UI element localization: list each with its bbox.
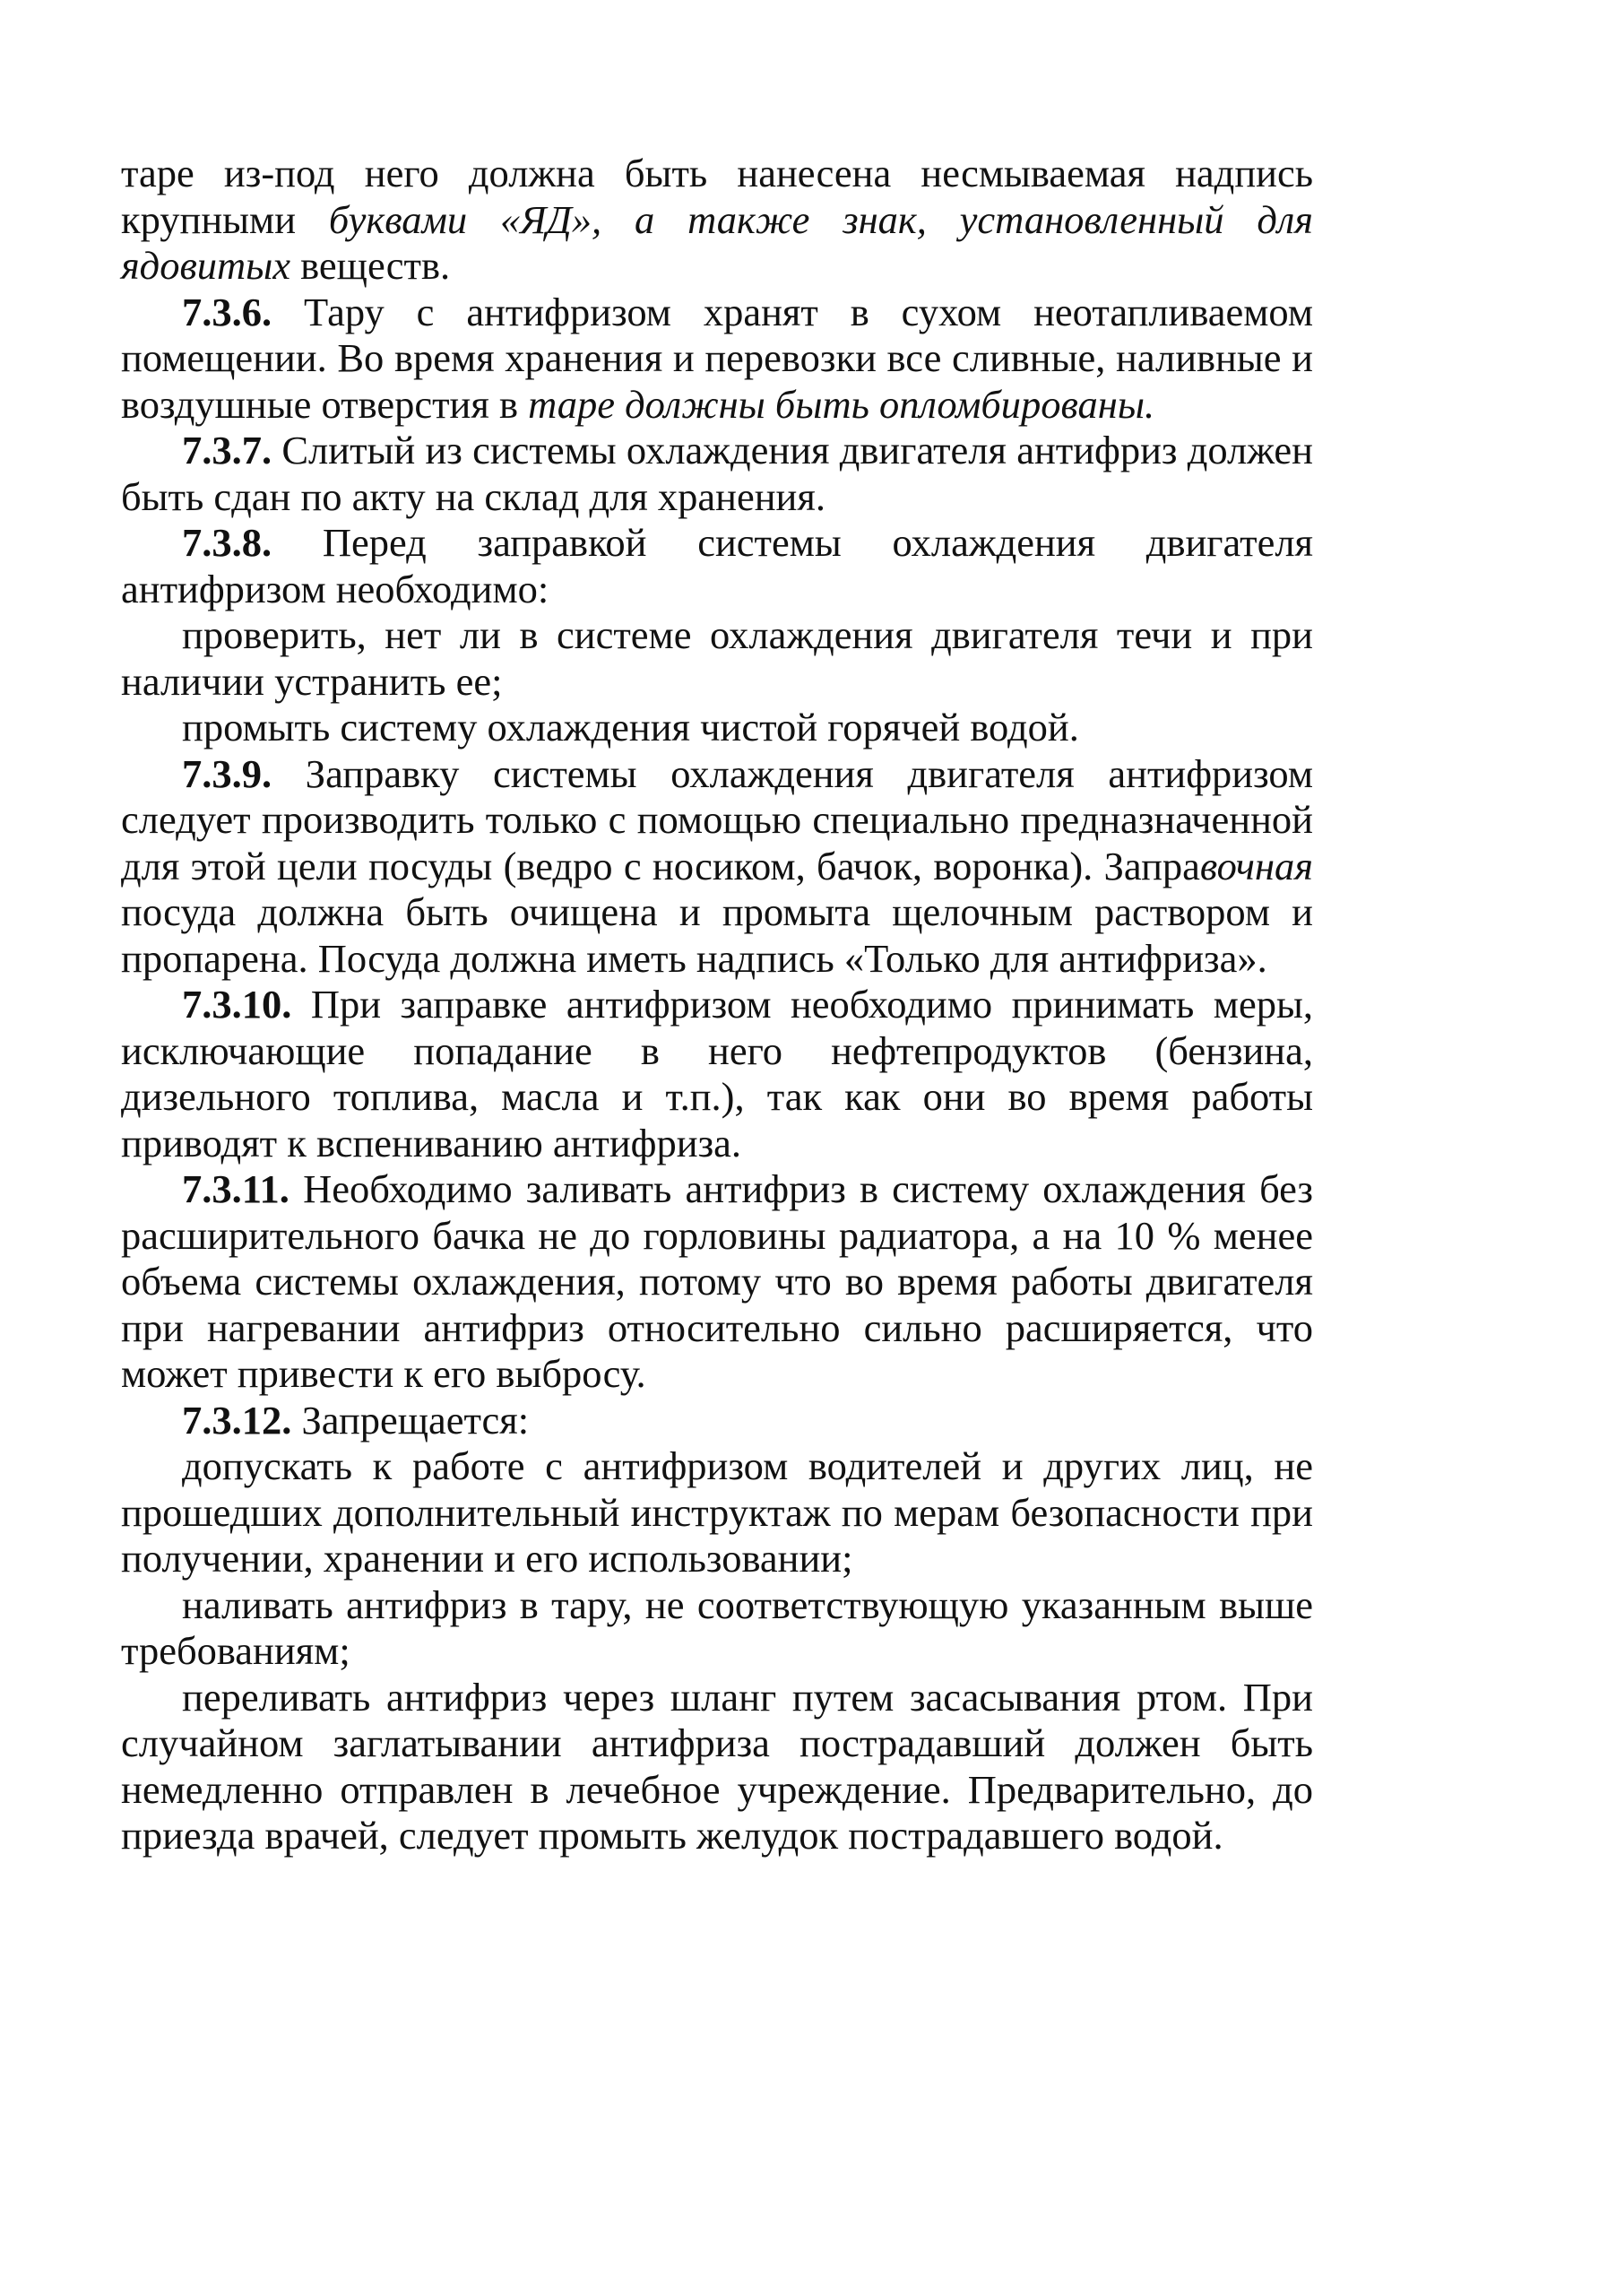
paragraph-7-3-8	[121, 520, 1313, 612]
paragraph-text: Слитый из системы охлаждения двигателя антифриз должен быть сдан по акту на склад для хранения.	[121, 428, 1313, 519]
clause-number: 7.3.12.	[182, 1397, 292, 1443]
clause-number: 7.3.11.	[182, 1166, 290, 1211]
paragraph-text: таре из-под него должна быть нанесена несмываемая надпись крупными	[121, 151, 1313, 242]
paragraph-text-end: посуда должна быть очищена и промыта щелочным раствором и пропарена. Посуда должна иметь надпись «Только для антифриза».	[121, 889, 1313, 981]
list-item-admit-staff	[121, 1443, 1313, 1582]
paragraph-italic-text: буквами «ЯД», а также знак, установленный для ядовитых	[121, 196, 1313, 288]
paragraph-text: наливать антифриз в тару, не соответствующую указанным выше требованиям;	[121, 1581, 1313, 1673]
paragraph-text: допускать к работе с антифризом водителей и других лиц, не прошедших дополнительный инструктаж по мерам безопасности при получении, хранении и его использовании;	[121, 1443, 1313, 1581]
list-item-siphon-hose	[121, 1675, 1313, 1859]
paragraph-text-end: веществ.	[290, 243, 451, 288]
paragraph-7-3-9	[121, 751, 1313, 983]
paragraph-text: Запрещается:	[291, 1397, 530, 1443]
paragraph-text: Тару с антифризом хранят в сухом неотапливаемом помещении. Во время хранения и перевозки все сливные, наливные и воздушные отверстия в	[121, 289, 1313, 427]
paragraph-text: При заправке антифризом необходимо принимать меры, исключающие попадание в него нефтепродуктов (бензина, дизельного топлива, масла и т.п.), так как они во время работы приводят к вспениванию антифриза.	[121, 982, 1313, 1165]
paragraph-text: Перед заправкой системы охлаждения двигателя антифризом необходимо:	[121, 520, 1313, 611]
clause-number: 7.3.6.	[182, 289, 272, 334]
paragraph-text: промыть систему охлаждения чистой горячей водой.	[182, 705, 1079, 749]
clause-number: 7.3.8.	[182, 520, 272, 565]
paragraph-text: Необходимо заливать антифриз в систему охлаждения без расширительного бачка не до горловины радиатора, а на 10 % менее объема системы охлаждения, потому что во время работы двигателя при нагревании антифриз относительно сильно расширяется, что может привести к его выбросу.	[121, 1166, 1313, 1396]
paragraph-italic-text: вочная	[1199, 843, 1313, 888]
paragraph-7-3-6	[121, 290, 1313, 429]
paragraph-7-3-12	[121, 1398, 1313, 1444]
paragraph-text: проверить, нет ли в системе охлаждения двигателя течи и при наличии устранить ее;	[121, 612, 1313, 704]
paragraph-continuation	[121, 151, 1313, 290]
clause-number: 7.3.10.	[182, 982, 292, 1027]
paragraph-italic-text: таре должны быть опломбированы.	[528, 381, 1155, 427]
paragraph-7-3-11	[121, 1166, 1313, 1398]
paragraph-text: Заправку системы охлаждения двигателя антифризом следует производить только с помощью специально предназначенной для этой цели посуды (ведро с носиком, бачок, воронка). Запра	[121, 750, 1313, 888]
document-page	[121, 151, 1313, 1859]
paragraph-text: переливать антифриз через шланг путем засасывания ртом. При случайном заглатывании антифриза пострадавший должен быть немедленно отправлен в лечебное учреждение. Предварительно, до приезда врачей, следует промыть желудок пострадавшего водой.	[121, 1674, 1313, 1858]
list-item-pour-container	[121, 1582, 1313, 1675]
paragraph-7-3-10	[121, 982, 1313, 1166]
clause-number: 7.3.9.	[182, 750, 272, 796]
list-item-flush-system	[121, 705, 1313, 751]
paragraph-7-3-7	[121, 428, 1313, 520]
clause-number: 7.3.7.	[182, 428, 272, 472]
list-item-check-leaks	[121, 612, 1313, 705]
